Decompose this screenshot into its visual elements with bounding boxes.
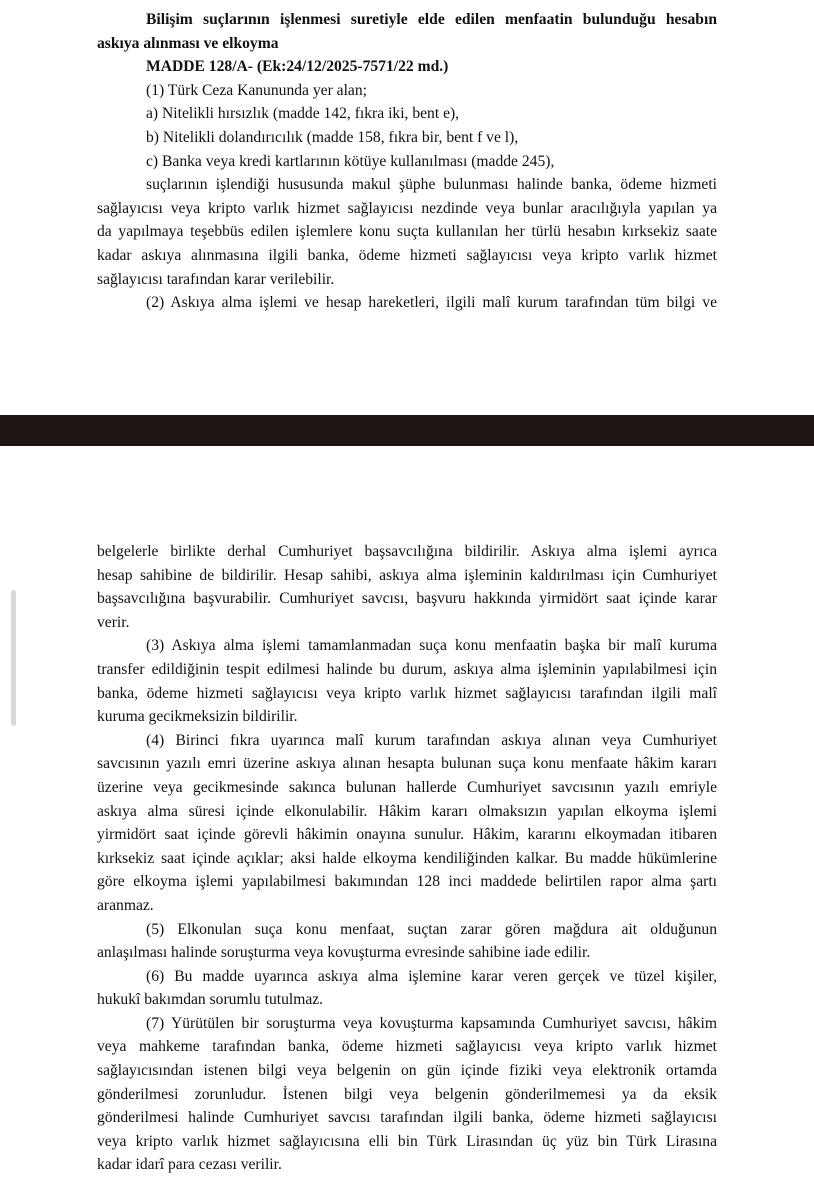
list-item-c: c) Banka veya kredi kartlarının kötüye kullanılması (madde 245), <box>146 152 555 170</box>
paragraph-7-line: gönderilmesi halinde Cumhuriyet savcısı tarafından ilgili banka, ödeme hizmeti sağlayıcısı <box>97 1109 717 1127</box>
paragraph-5-line: anlaşılması halinde soruşturma veya kovuşturma evresinde sahibine iade edilir. <box>97 944 591 962</box>
paragraph-3-line: (3) Askıya alma işlemi tamamlanmadan suça konu menfaatin başka bir malî kuruma <box>146 637 717 655</box>
paragraph-7-line: (7) Yürütülen bir soruşturma veya kovuşturma kapsamında Cumhuriyet savcısı, hâkim <box>146 1014 717 1032</box>
section-heading-line2: askıya alınması ve elkoyma <box>97 34 279 52</box>
paragraph-2-start: (2) Askıya alma işlemi ve hesap hareketleri, ilgili malî kurum tarafından tüm bilgi ve <box>146 294 717 312</box>
paragraph-2-line: belgelerle birlikte derhal Cumhuriyet başsavcılığına bildirilir. Askıya alma işlemi ayrıca <box>97 543 717 560</box>
paragraph-7-line: veya mahkeme tarafından banka, ödeme hizmeti sağlayıcısı veya kripto varlık hizmet <box>97 1038 717 1056</box>
paragraph-4-line: savcısının yazılı emri üzerine askıya alınan hesapta bulunan suça konu menfaate hâkim kararı <box>97 755 717 773</box>
paragraph-4-line: üzerine veya gecikmesinde sakınca bulunan hallerde Cumhuriyet savcısının yazılı emriyle <box>97 778 717 796</box>
paragraph-3-line: transfer edildiğinin tespit edilmesi halinde bu durum, askıya alma işleminin yapılabilmesi için <box>97 660 717 678</box>
paragraph-2-line: verir. <box>97 613 130 631</box>
paragraph-3-line: kuruma gecikmeksizin bildirilir. <box>97 708 298 726</box>
section-heading-line1: Bilişim suçlarının işlenmesi suretiyle elde edilen menfaatin bulunduğu hesabın <box>146 11 717 28</box>
paragraph-1-line: sağlayıcısı tarafından karar verilebilir. <box>97 270 335 288</box>
paragraph-6-line: (6) Bu madde uyarınca askıya alma işlemine karar veren gerçek ve tüzel kişiler, <box>146 967 717 985</box>
paragraph-1-line: da yapılmaya teşebbüs edilen işlemlere konu suçta kullanılan her türlü hesabın kırksekiz saate <box>97 223 717 241</box>
paragraph-7-line: gönderilmesi zorunludur. İstenen bilgi veya belgenin gönderilmemesi ya da eksik <box>97 1085 717 1103</box>
paragraph-7-line: kadar idarî para cezası verilir. <box>97 1156 282 1174</box>
paragraph-4-line: askıya alma süresi içinde elkonulabilir. Hâkim kararı olmaksızın yapılan elkoyma işlemi <box>97 802 717 820</box>
paragraph-1-line: kadar askıya alınmasına ilgili banka, ödeme hizmeti sağlayıcısı veya kripto varlık hizmet <box>97 246 717 264</box>
paragraph-7-line: veya kripto varlık hizmet sağlayıcısına elli bin Türk Lirasından üç yüz bin Türk Lirasına <box>97 1132 717 1150</box>
paragraph-7-line: sağlayıcısından istenen bilgi veya belgenin on gün içinde fiziki veya elektronik ortamda <box>97 1062 717 1080</box>
paragraph-4-line: yirmidört saat içinde görevli hâkimin onayına sunulur. Hâkim, kararını elkoymadan itibaren <box>97 826 717 844</box>
paragraph-4-line: kırksekiz saat içinde açıklar; aksi halde elkoyma kendiliğinden kalkar. Bu madde hükümlerine <box>97 849 717 867</box>
paragraph-1-line: sağlayıcısı veya kripto varlık hizmet sağlayıcısı nezdinde veya bunlar aracılığıyla yapılan ya <box>97 199 717 217</box>
paragraph-4-line: aranmaz. <box>97 896 154 914</box>
article-number: MADDE 128/A- (Ek:24/12/2025-7571/22 md.) <box>146 58 449 76</box>
paragraph-3-line: banka, ödeme hizmeti sağlayıcısı veya kripto varlık hizmet sağlayıcısı tarafından ilgili malî <box>97 684 717 702</box>
paragraph-4-line: (4) Birinci fıkra uyarınca malî kurum tarafından askıya alınan veya Cumhuriyet <box>146 731 717 749</box>
paragraph-1-line: suçlarının işlendiği hususunda makul şüphe bulunması halinde banka, ödeme hizmeti <box>146 176 717 194</box>
bottom-page-section <box>97 540 717 1177</box>
paragraph-2-line: hesap sahibine de bildirilir. Hesap sahibi, askıya alma işleminin kaldırılması için Cumhuriyet <box>97 566 717 584</box>
paragraph-6-line: hukukî bakımdan sorumlu tutulmaz. <box>97 991 324 1009</box>
paragraph-4-line: göre elkoyma işlemi yapılabilmesi bakımından 128 inci maddede belirtilen rapor alma şartı <box>97 873 717 891</box>
paragraph-2-line: başsavcılığına başvurabilir. Cumhuriyet savcısı, başvuru hakkında yirmidört saat içinde karar <box>97 590 717 608</box>
page-separator-bar <box>0 415 814 446</box>
paragraph-5-line: (5) Elkonulan suça konu menfaat, suçtan zarar gören mağdura ait olduğunun <box>146 920 717 938</box>
paragraph-1-intro: (1) Türk Ceza Kanununda yer alan; <box>146 81 367 99</box>
scroll-indicator[interactable] <box>11 590 16 726</box>
list-item-a: a) Nitelikli hırsızlık (madde 142, fıkra iki, bent e), <box>146 105 460 123</box>
list-item-b: b) Nitelikli dolandırıcılık (madde 158, fıkra bir, bent f ve l), <box>146 128 519 146</box>
top-page-section <box>97 8 717 315</box>
